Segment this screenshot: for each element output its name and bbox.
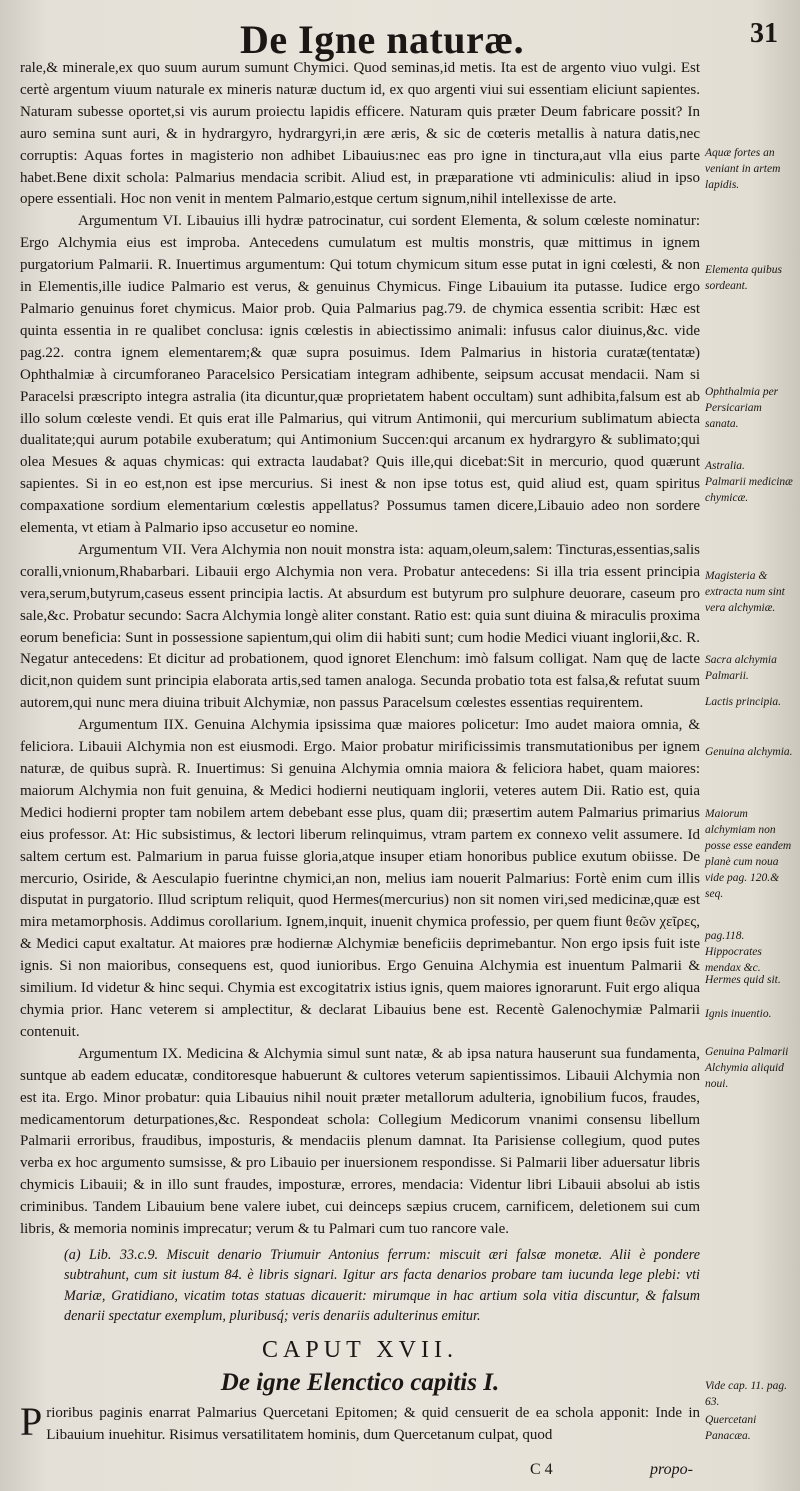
margin-note: Vide cap. 11. pag. 63. xyxy=(705,1380,787,1408)
page-number: 31 xyxy=(750,18,778,49)
margin-note: Astralia. xyxy=(705,460,745,472)
margin-note: Elementa quibus sordeant. xyxy=(705,264,782,292)
paragraph-argument-7: Argumentum VII. Vera Alchymia non nouit monstra ista: aquam,oleum,salem: Tincturas,essentias,salis coralli,vnionum,Rhabarbari. Libauii ergo Alchymia non vera. Probatur antecedens: Si illa tria essent principia vera,serum,butyrum,caseus essent principia lactis. At absurdum est butyrum pro sulphure deuorare, caseum pro sale,&c. Probatur secundo: Sacra Alchymia longè aliter constant. Ratio est: quia sunt diuina & miraculis proxima eorum beneficia: Sunt in possessione sapientum,qui olim dii habiti sunt; cum hodie Medici viuant inglorii,&c. R. Negatur antecedens: Et dicitur ad probationem, quod ignoret Elenchum: imò falsum colligat. Nam quę de lacte dicit,non quidem sunt principia elaborata artis,sed tamen analoga. Secunda probatio tota est falsa,& refutat suum autorem,qui nunc mera diuina tribuit Alchymiæ, non passus Paracelsum cœlestes essentias requirentem. xyxy=(20,541,700,712)
margin-note: Maiorum alchymiam non posse esse eandem planè cum noua vide pag. 120.& seq. xyxy=(705,808,792,900)
margin-note: Quercetani Panacæa. xyxy=(705,1414,757,1442)
margin-note: pag.118. Hippocrates mendax &c. xyxy=(705,930,762,974)
margin-note: Sacra alchymia Palmarii. xyxy=(705,654,777,682)
margin-note: Palmarii medicinæ chymicæ. xyxy=(705,476,793,504)
paragraph-continuation: rale,& minerale,ex quo suum aurum sumunt Chymici. Quod seminas,id metis. Ita est de argento viuo vulgi. Est certè argentum viuum naturale ex mineris naturæ ductum id, ex quo argenti viui sui essentiam eliciunt sapientes. Naturam subesse oportet,si vis aurum proiectu lapidis efficere. Naturam quis præter Deum fabricare possit? In auro semina sunt auri, & in hydrargyro, hydrargyri,in ære æris, & sic de cœteris metallis à natura datis,nec corruptis: Aquas fortes in magisterio non adhibet Libauius:nec eas pro igne in tinctura,aut vlla eius parte habet.Bene dixit schola: Palmarius mendacia scribit. Aliud est, in præparatione vti adminiculis: aliud in ipso opere essentiali. Hoc non venit in mentem Palmario,estque certum signum,nihil intellexisse de arte. xyxy=(20,60,700,208)
paragraph-argument-6: Argumentum VI. Libauius illi hydræ patrocinatur, cui sordent Elementa, & solum cœleste nominatur: Ergo Alchymia eius est improba. Antecedens cumulatum est multis monstris, quæ mittimus in ignem purgatorium Palmarii. R. Inuertimus argumentum: Qui totum chymicum situm esse putat in igni cœlesti, & non in Elementis,ille iudice Palmario est verus, & genuinus Chymicus. Finge Libauium ita putasse. Iudice ergo Palmario genuinus foret chymicus. Maior prob. Quia Palmarius pag.79. de chymica essentia scribit: Hæc est quinta essentia in re qualibet conclusa: ignis cœlestis in abiectissimo animali: infusus calor diuinus,&c. vide pag.22. contra ignem elementarem;& quæ supra posuimus. Idem Palmarius in historia curatæ(tentatæ) Ophthalmiæ à circumforaneo Paracelsico Persicatiam integram adhibente, seipsum accusat mendacii. Nam si Paracelsi præscripto integra astralia (ita dicuntur,quæ proprietatem habent occultam) sunt adhibita,falsum est ab illo solum cœleste vendi. Et quis erat ille Palmarius, qui vitrum Antimonii, qui mercurium sublimatum abiecta dualitate;qui aurum potabile exuberatum; qui Antimonium Succen:qui arcanum ex hydrargyro & sublimato;qui olea Mesues & aquas chymicas: qui extracta laudabat? Quis ille,qui dicebat:Sit in mercurio, quod quærunt sapientes. Si in eo est,non est ipse mercurius. Si inest & non ipse totus est, quid aliud est, quam spiritus compaxatione sordium elementarium cœlestis appellatus? Possumus tamen dicere,Libauio adeo non sordere elementa, vt etiam à Palmario ipso accusetur eo nomine. xyxy=(20,213,700,537)
margin-note: Genuina Palmarii Alchymia aliquid noui. xyxy=(705,1046,789,1090)
margin-note: Magisteria & extracta num sint vera alchymiæ. xyxy=(705,570,785,614)
signature-mark: C 4 xyxy=(530,1461,553,1478)
margin-note: Ignis inuentio. xyxy=(705,1008,772,1020)
page-header xyxy=(0,14,800,64)
page-footer xyxy=(0,1461,800,1485)
margin-note: Hermes quid sit. xyxy=(705,974,781,986)
main-text-column xyxy=(20,58,700,1447)
chapter-subtitle: De igne Elenctico capitis I. xyxy=(220,1368,500,1396)
margin-note: Aquæ fortes an veniant in artem lapidis. xyxy=(705,147,781,191)
margin-note: Ophthalmia per Persicariam sanata. xyxy=(705,386,779,430)
footnote: (a) Lib. 33.c.9. Miscuit denario Triumuir Antonius ferrum: miscuit æri falsæ monetæ. Alii è pondere subtrahunt, cum sit iustum 84. è libris signari. Igitur ars facta denarios probare tam iucunda lege plebi: vti Mariæ, Gratidiano, vicatim totas statuas dicauerit: mirumque in hac artium sola vitia discuntur, & falsum denarii spectatur exemplum, pluribusq́; veris denariis adulterinus emitur. xyxy=(64,1246,700,1325)
catchword: propo- xyxy=(650,1461,693,1478)
running-title: De Igne naturæ. xyxy=(240,17,525,62)
paragraph-argument-8: Argumentum IIX. Genuina Alchymia ipsissima quæ maiores policetur: Imo audet maiora omnia, & feliciora. Libauii Alchymia non est eiusmodi. Ergo. Maior probatur mirificissimis transmutationibus per ignem naturæ, de quibus suprà. R. Inuertimus: Si genuina Alchymia omnia maiora & feliciora habet, quam maiores: maiorum Alchymia non fuit genuina, & Medici hodierni neutiquam inglorii, veteres autem Dii. Ratio est, quia Medici hodierni propter tam nobilem artem debebant esse plus, quam dii; præsertim autem Palmarius primarius eius professor. At: Hic subsistimus, & lectori liberum relinquimus, vtram partem ex connexo velit assumere. Id saltem certum est. Palmarium in parua fuisse gloria,atque insuper etiam honoribus publice exutum obiisse. De mercurio, Osiride, & Aesculapio fuerintne chymici,an non, melius iam nouerit Palmarius: Fortè enim cum illis disputat in purgatorio. Illud scriptum reliquit, quod Hermes(mercurius) non sit nomen viri,sed medicinæ,quæ est mira metamorphosis. Addimus corollarium. Ignem,inquit, inuenit chymica professio, per quem fiunt θεῶν χεῖρες, & Medici caput exaltatur. At maiores præ hodiernæ Alchymiæ beneficiis deprimebantur. Non ergo ipsis fuit iste ignis. Si non maioribus, consequens est, quod iunioribus. Ergo Genuina Alchymia est inuentum Palmarii & similium. Id videtur & hinc sequi. Chymia est excogitatrix istius ignis, quem maiores ignorarunt. Fuit ergo aliqua chymia prior. Hanc veterem si amplectitur, & declarat Libauius bene est. Recentè Galenochymiæ Palmarii contenuit. xyxy=(20,717,700,1040)
margin-note: Lactis principia. xyxy=(705,696,782,708)
chapter-heading: CAPUT XVII. xyxy=(262,1336,458,1363)
margin-note: Genuina alchymia. xyxy=(705,746,793,758)
chapter-opening-paragraph: Prioribus paginis enarrat Palmarius Quercetani Epitomen; & quid censuerit de ea schola apponit: Inde in Libauium inuehitur. Risimus versatilitatem hominis, dum Quercetanum culpat, quod xyxy=(20,1398,700,1444)
paragraph-argument-9: Argumentum IX. Medicina & Alchymia simul sunt natæ, & ab ipsa natura hauserunt sua fundamenta, suntque ab eadem educatæ, conditoresque habuerunt & cultores veterum sapientissimos. Libauii Alchymia non est ita. Ergo. Minor probatur: quia Libauius nihil nouit præter metallorum adulteria, ignobilium fucos, fraudes, medicamentorum deturpationes,&c. Respondeat schola: Collegium Medicorum vnanimi consensu libellum Palmarii erroribus, fraudibus, imposturis, & mendaciis plenum damnat. Ita Parisiense collegium, quod putes verba ex hoc argumento sumsisse, & pro Libauio per inuersionem respondisse. Si Palmarii liber aduersatur libris chymicis Libauii; & in illo sunt fraudes, imposturæ, errores, mendacia: Videntur libri Libauii absolui ab istis criminibus. Tandem Libauium bene valere iubet, cui deinceps sæpius crucem, carnificem, deletionem sui cum libris, & memoria nominis imprecatur; verum & tu Palmari cum tuo rancore vale. xyxy=(20,1045,700,1238)
